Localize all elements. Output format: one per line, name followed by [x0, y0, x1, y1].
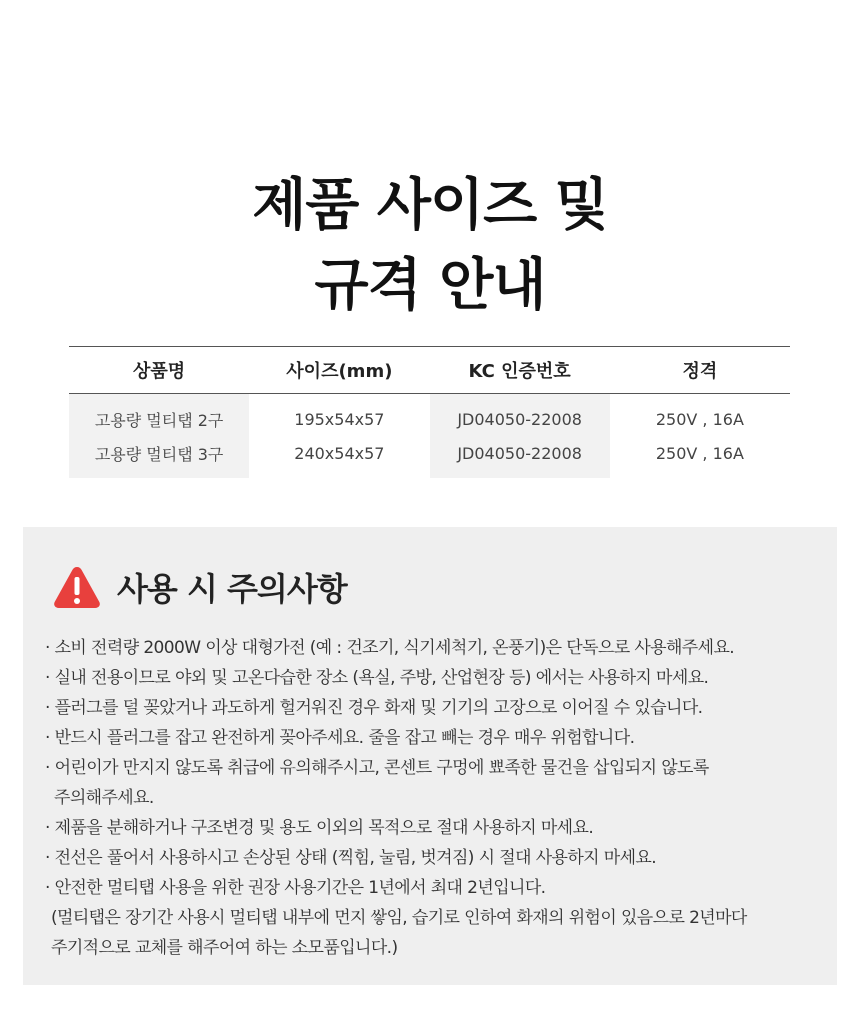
list-item-note: (멀티탭은 장기간 사용시 멀티탭 내부에 먼지 쌓임, 습기로 인하여 화재의 위험이 있음으로 2년마다: [51, 908, 747, 928]
page-title: [0, 166, 860, 326]
list-item: · 어린이가 만지지 않도록 취급에 유의해주시고, 콘센트 구멍에 뾰족한 물건을 삽입되지 않도록: [45, 758, 709, 778]
table-row: [69, 438, 790, 478]
list-item: · 안전한 멀티탭 사용을 위한 권장 사용기간은 1년에서 최대 2년입니다.: [45, 878, 546, 898]
header-product-name: 상품명: [69, 347, 249, 394]
cell-rating: 250V , 16A: [655, 443, 744, 463]
table-header-row: [69, 347, 790, 394]
page-title-line-2: 규격 안내: [314, 252, 546, 318]
list-item: · 반드시 플러그를 잡고 완전하게 꽂아주세요. 줄을 잡고 빼는 경우 매우 위험합니다.: [45, 728, 635, 748]
cell-kc-cert: JD04050-22008: [430, 394, 610, 439]
list-item-note: 주기적으로 교체를 해주어여 하는 소모품입니다.): [51, 938, 398, 958]
list-item-continuation-text: 주의해주세요.: [54, 788, 154, 808]
cell-size: 240x54x57: [294, 443, 385, 463]
header-size: 사이즈(mm): [249, 347, 429, 394]
header-rating: 정격: [610, 347, 790, 394]
cell-size: 195x54x57: [294, 409, 385, 429]
cell-product-name: 고용량 멀티탭 2구: [69, 394, 249, 439]
list-item: · 제품을 분해하거나 구조변경 및 용도 이외의 목적으로 절대 사용하지 마세요.: [45, 818, 594, 838]
table-row: [69, 394, 790, 439]
cell-product-name: 고용량 멀티탭 3구: [69, 438, 249, 478]
list-item: · 전선은 풀어서 사용하시고 손상된 상태 (찍힘, 눌림, 벗겨짐) 시 절대 사용하지 마세요.: [45, 848, 657, 868]
list-item: · 실내 전용이므로 야외 및 고온다습한 장소 (욕실, 주방, 산업현장 등) 에서는 사용하지 마세요.: [45, 668, 709, 688]
spec-table: [69, 346, 790, 478]
warning-triangle-icon: [53, 565, 101, 609]
list-item: · 플러그를 덜 꽂았거나 과도하게 헐거워진 경우 화재 및 기기의 고장으로 이어질 수 있습니다.: [45, 698, 703, 718]
page-title-line-1: 제품 사이즈 및: [252, 172, 608, 238]
caution-box: [23, 527, 837, 985]
caution-title: 사용 시 주의사항: [117, 570, 347, 608]
caution-list: [45, 633, 825, 963]
header-kc-cert: KC 인증번호: [430, 347, 610, 394]
caution-header: [53, 563, 347, 611]
cell-kc-cert: JD04050-22008: [430, 438, 610, 478]
list-item: · 소비 전력량 2000W 이상 대형가전 (예 : 건조기, 식기세척기, 온풍기)은 단독으로 사용해주세요.: [45, 638, 735, 658]
list-item-continuation: [45, 783, 825, 813]
cell-rating: 250V , 16A: [655, 409, 744, 429]
